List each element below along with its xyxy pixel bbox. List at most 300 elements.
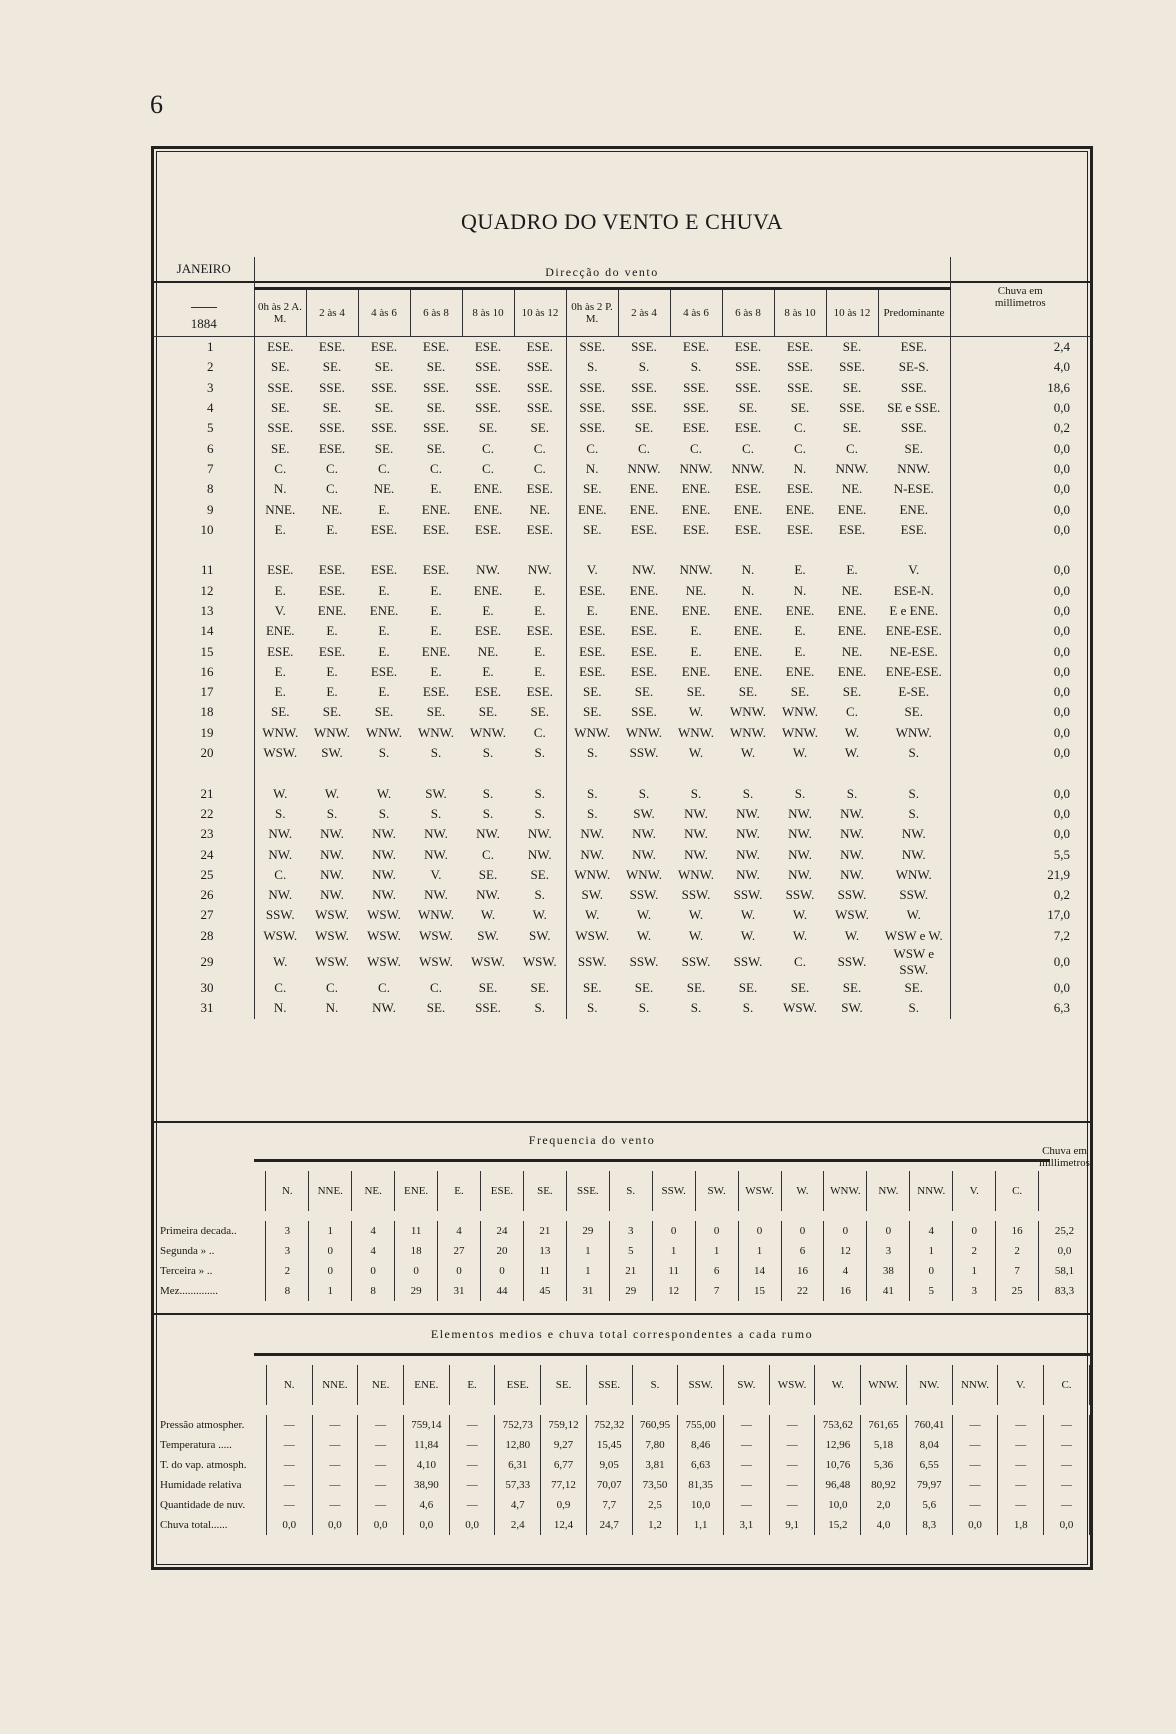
- day-cell: 27: [154, 905, 254, 925]
- direction-cell: SE.: [514, 418, 566, 438]
- direction-cell: ENE.: [629, 603, 659, 618]
- day-cell: 25: [154, 865, 254, 885]
- header-row: [154, 257, 1090, 289]
- value-cell: 21: [523, 1221, 566, 1241]
- value-cell: 3: [953, 1281, 996, 1301]
- direction-cell: C.: [742, 440, 754, 456]
- direction-cell: E.: [690, 643, 702, 659]
- rain-cell: 17,0: [1047, 907, 1070, 923]
- value-cell: 0: [480, 1261, 523, 1281]
- spacer-cell: [358, 763, 410, 783]
- rain-cell: 0,0: [1053, 460, 1070, 476]
- spacer-cell: [878, 763, 950, 783]
- value-cell: 759,12: [541, 1415, 587, 1435]
- direction-cell: C.: [514, 438, 566, 458]
- page-title: QUADRO DO VENTO E CHUVA: [461, 209, 783, 234]
- value-cell: 1: [695, 1241, 738, 1261]
- value-cell: 1,8: [998, 1515, 1044, 1535]
- direction-cell: E.: [794, 623, 806, 639]
- value-cell: 5,6: [906, 1495, 952, 1515]
- direction-cell: NW.: [476, 826, 500, 842]
- direction-cell: WNW.: [678, 724, 714, 740]
- direction-header: NE.: [358, 1365, 404, 1405]
- direction-cell: C.: [326, 980, 338, 996]
- direction-cell: ESE.: [514, 520, 566, 540]
- direction-cell: WSW.: [575, 927, 610, 943]
- direction-cell: SE.: [426, 440, 446, 456]
- value-cell: 752,32: [586, 1415, 632, 1435]
- value-cell: 2,5: [632, 1495, 678, 1515]
- direction-cell: NE.: [477, 643, 499, 659]
- value-cell: —: [449, 1495, 495, 1515]
- direction-cell: NW.: [684, 805, 708, 821]
- value-cell: 760,95: [632, 1415, 678, 1435]
- direction-cell: C.: [378, 460, 390, 476]
- direction-cell: SE.: [634, 684, 654, 700]
- hour-header: 4 às 6: [670, 289, 722, 337]
- value-cell: —: [266, 1455, 312, 1475]
- direction-cell: W.: [585, 907, 600, 923]
- table-row: [154, 723, 1090, 743]
- direction-cell: SSE.: [735, 379, 761, 395]
- direction-cell: SSE.: [371, 379, 397, 395]
- value-cell: 14: [738, 1261, 781, 1281]
- direction-cell: SSE.: [475, 379, 501, 395]
- direction-cell: WSW.: [315, 907, 349, 923]
- value-cell: —: [312, 1475, 358, 1495]
- rain-cell: 0,0: [1053, 805, 1070, 821]
- value-cell: 7: [996, 1261, 1039, 1281]
- value-cell: 3: [609, 1221, 652, 1241]
- direction-cell: ENE.: [785, 663, 815, 679]
- table-frame: [151, 146, 1093, 1570]
- value-cell: 3,1: [724, 1515, 770, 1535]
- value-cell: —: [358, 1455, 404, 1475]
- value-cell: 4: [352, 1241, 395, 1261]
- spacer-cell: [566, 540, 618, 560]
- year-label: 1884: [191, 307, 217, 332]
- direction-cell: NW.: [424, 826, 448, 842]
- day-cell: 15: [154, 641, 254, 661]
- spacer-cell: [254, 763, 306, 783]
- direction-cell: ESE.: [267, 339, 294, 355]
- spacer-cell: [462, 540, 514, 560]
- direction-cell: SW.: [581, 887, 604, 903]
- direction-group-header: Direcção do vento: [254, 257, 950, 289]
- direction-cell: S.: [482, 785, 494, 801]
- direction-cell: SE.: [738, 684, 758, 700]
- value-cell: 12,80: [495, 1435, 541, 1455]
- value-cell: 13: [523, 1241, 566, 1261]
- predominant-header: Predominante: [878, 289, 950, 337]
- direction-header: V.: [998, 1365, 1044, 1405]
- day-cell: 20: [154, 743, 254, 763]
- direction-cell: NW.: [268, 887, 293, 903]
- direction-cell: ESE.: [734, 481, 762, 497]
- value-cell: 0,0: [358, 1515, 404, 1535]
- direction-cell: WNW.: [782, 704, 818, 720]
- value-cell: —: [1044, 1415, 1090, 1435]
- value-cell: —: [449, 1475, 495, 1495]
- direction-cell: W.: [844, 724, 860, 740]
- value-cell: 45: [523, 1281, 566, 1301]
- value-cell: 6: [695, 1261, 738, 1281]
- direction-cell: ESE.: [514, 337, 566, 358]
- direction-cell: E.: [514, 662, 566, 682]
- direction-cell: ESE.: [579, 623, 606, 639]
- direction-cell: NW.: [424, 846, 448, 862]
- value-cell: 15,45: [586, 1435, 632, 1455]
- direction-cell: SSW.: [629, 745, 659, 761]
- direction-cell: NE.: [841, 643, 863, 659]
- direction-cell: NNE.: [265, 501, 296, 517]
- direction-cell: E.: [794, 643, 806, 659]
- value-cell: 15: [738, 1281, 781, 1301]
- direction-header: WSW.: [738, 1171, 781, 1211]
- direction-cell: NW.: [372, 866, 396, 882]
- rain-cell: 83,3: [1054, 1285, 1075, 1297]
- day-cell: 16: [154, 662, 254, 682]
- value-cell: 0: [867, 1221, 910, 1241]
- table-row: [154, 560, 1090, 580]
- value-cell: —: [952, 1455, 998, 1475]
- direction-header: S.: [609, 1171, 652, 1211]
- value-cell: —: [358, 1435, 404, 1455]
- table-row: [154, 743, 1090, 763]
- table-row: [154, 905, 1090, 925]
- direction-cell: C.: [274, 866, 287, 882]
- direction-cell: ESE.: [514, 682, 566, 702]
- rain-header: Chuva em millimetros: [950, 257, 1090, 337]
- day-cell: 4: [154, 398, 254, 418]
- value-cell: 2: [266, 1261, 309, 1281]
- rain-cell: 0,0: [1053, 826, 1070, 842]
- direction-cell: C.: [482, 440, 494, 456]
- value-cell: 38,90: [403, 1475, 449, 1495]
- direction-cell: C.: [482, 460, 494, 476]
- table-row: [154, 998, 1090, 1018]
- direction-cell: SE.: [842, 684, 862, 700]
- hour-header: 2 às 4: [306, 289, 358, 337]
- direction-cell: C.: [690, 440, 702, 456]
- table-row: [154, 978, 1090, 998]
- table-row: [154, 1495, 1090, 1515]
- direction-cell: ENE.: [265, 623, 295, 639]
- value-cell: 0: [395, 1261, 438, 1281]
- direction-cell: ESE.: [734, 339, 762, 355]
- value-cell: 12: [824, 1241, 867, 1261]
- value-cell: 7,7: [586, 1495, 632, 1515]
- direction-cell: W.: [844, 745, 860, 761]
- direction-cell: E.: [378, 501, 390, 517]
- direction-cell: ESE.: [682, 521, 710, 537]
- direction-cell: C.: [430, 460, 442, 476]
- rain-cell: 0,0: [1053, 562, 1070, 578]
- direction-cell: E.: [482, 663, 494, 679]
- value-cell: 5: [609, 1241, 652, 1261]
- day-cell: 23: [154, 824, 254, 844]
- rain-cell: 0,0: [1053, 521, 1070, 537]
- direction-cell: SSE.: [579, 400, 606, 416]
- direction-header: NNE.: [309, 1171, 352, 1211]
- spacer-row: [154, 1211, 1090, 1221]
- rain-header: Chuva em millimetros: [1039, 1145, 1090, 1169]
- value-cell: 5: [910, 1281, 953, 1301]
- direction-cell: NNW.: [731, 460, 765, 476]
- direction-cell: E.: [274, 582, 286, 598]
- direction-cell: ESE.: [682, 339, 710, 355]
- direction-cell: E.: [430, 603, 442, 618]
- direction-cell: E.: [514, 581, 566, 601]
- rain-cell: 0,0: [1053, 953, 1070, 969]
- direction-cell: NW.: [476, 887, 500, 903]
- spacer-cell: [774, 763, 826, 783]
- direction-cell: SE.: [478, 704, 498, 720]
- direction-cell: N.: [793, 460, 807, 476]
- row-label: Terceira » ..: [154, 1261, 266, 1281]
- value-cell: 18: [395, 1241, 438, 1261]
- predominant-cell: N-ESE.: [878, 479, 950, 499]
- value-cell: 2: [996, 1241, 1039, 1261]
- direction-cell: SSW.: [837, 887, 867, 903]
- value-cell: 4: [438, 1221, 481, 1241]
- predominant-cell: SSE.: [878, 418, 950, 438]
- direction-cell: SE.: [426, 400, 446, 416]
- value-cell: —: [266, 1415, 312, 1435]
- row-label: T. do vap. atmosph.: [154, 1455, 266, 1475]
- direction-cell: NW.: [788, 846, 812, 862]
- direction-cell: ESE.: [422, 521, 450, 537]
- rain-cell: 0,0: [1053, 684, 1070, 700]
- direction-cell: C.: [586, 440, 599, 456]
- direction-cell: C.: [638, 440, 650, 456]
- value-cell: 1: [309, 1281, 352, 1301]
- day-cell: 2: [154, 357, 254, 377]
- direction-cell: WNW.: [366, 724, 402, 740]
- value-cell: 1: [738, 1241, 781, 1261]
- direction-cell: SSW.: [681, 953, 711, 969]
- value-cell: 0,0: [403, 1515, 449, 1535]
- direction-cell: SW.: [425, 785, 447, 801]
- direction-cell: ENE.: [681, 663, 711, 679]
- direction-cell: WSW.: [514, 946, 566, 978]
- direction-cell: WNW.: [470, 724, 506, 740]
- rain-cell: 4,0: [1053, 359, 1070, 375]
- direction-cell: ENE.: [473, 481, 503, 497]
- direction-cell: ENE.: [733, 501, 763, 517]
- value-cell: 760,41: [906, 1415, 952, 1435]
- value-cell: 7: [695, 1281, 738, 1301]
- direction-cell: SE.: [374, 440, 394, 456]
- direction-header: ESE.: [480, 1171, 523, 1211]
- value-cell: 57,33: [495, 1475, 541, 1495]
- table-row: [154, 1435, 1090, 1455]
- value-cell: 31: [566, 1281, 609, 1301]
- predominant-cell: S.: [878, 743, 950, 763]
- direction-cell: SSE.: [839, 359, 865, 375]
- direction-cell: W.: [688, 907, 704, 923]
- spacer-cell: [618, 763, 670, 783]
- direction-cell: SSW.: [629, 953, 659, 969]
- value-cell: 0: [309, 1241, 352, 1261]
- value-cell: 0: [910, 1261, 953, 1281]
- predominant-cell: SSE.: [878, 378, 950, 398]
- direction-cell: NE.: [685, 582, 707, 598]
- rain-cell: 18,6: [1047, 379, 1070, 395]
- direction-cell: ESE.: [734, 521, 762, 537]
- predominant-cell: ESE-N.: [878, 581, 950, 601]
- day-cell: 14: [154, 621, 254, 641]
- direction-cell: W.: [792, 907, 808, 923]
- day-cell: 24: [154, 844, 254, 864]
- value-cell: 8: [266, 1281, 309, 1301]
- direction-header: SW.: [724, 1365, 770, 1405]
- hour-header: 4 às 6: [358, 289, 410, 337]
- direction-cell: WNW.: [262, 724, 299, 740]
- direction-cell: W.: [636, 907, 652, 923]
- direction-cell: SE.: [634, 980, 654, 996]
- direction-cell: NW.: [736, 805, 760, 821]
- direction-cell: ENE.: [837, 501, 867, 517]
- direction-cell: SSE.: [319, 420, 345, 436]
- direction-cell: WSW.: [419, 953, 453, 969]
- direction-cell: ESE.: [630, 663, 658, 679]
- direction-cell: SE.: [426, 704, 446, 720]
- month-header: [154, 257, 254, 337]
- direction-cell: NW.: [632, 826, 656, 842]
- predominant-cell: NW.: [878, 824, 950, 844]
- value-cell: 8: [352, 1281, 395, 1301]
- day-cell: 7: [154, 459, 254, 479]
- table-row: [154, 398, 1090, 418]
- rain-cell: 0,0: [1053, 980, 1070, 996]
- direction-cell: NW.: [840, 846, 864, 862]
- direction-header: C.: [996, 1171, 1039, 1211]
- section-rule: [254, 1159, 1050, 1162]
- direction-cell: SE.: [634, 420, 654, 436]
- day-cell: 10: [154, 520, 254, 540]
- value-cell: 759,14: [403, 1415, 449, 1435]
- direction-cell: NNW.: [679, 460, 713, 476]
- value-cell: 0: [695, 1221, 738, 1241]
- row-label: Chuva total......: [154, 1515, 266, 1535]
- spacer-row: [154, 763, 1090, 783]
- direction-header: ESE.: [495, 1365, 541, 1405]
- direction-cell: SSE.: [631, 339, 657, 355]
- value-cell: 79,97: [906, 1475, 952, 1495]
- direction-cell: ESE.: [318, 440, 346, 456]
- value-cell: 0,0: [1044, 1515, 1090, 1535]
- direction-cell: W.: [792, 745, 808, 761]
- direction-cell: SSE.: [631, 704, 657, 720]
- hour-header: 10 às 12: [826, 289, 878, 337]
- value-cell: —: [1044, 1475, 1090, 1495]
- value-cell: 31: [438, 1281, 481, 1301]
- direction-cell: SE.: [583, 704, 602, 720]
- direction-cell: N.: [793, 582, 807, 598]
- direction-cell: SSE.: [514, 398, 566, 418]
- direction-header: V.: [953, 1171, 996, 1211]
- predominant-cell: WSW e W.: [878, 926, 950, 946]
- direction-cell: WSW.: [367, 927, 401, 943]
- rain-cell: 6,3: [1053, 1000, 1070, 1016]
- direction-cell: ENE.: [785, 501, 815, 517]
- direction-cell: SE.: [271, 440, 290, 456]
- spacer-cell: [950, 540, 1090, 560]
- direction-cell: WNW.: [574, 866, 611, 882]
- direction-cell: ESE.: [318, 562, 346, 578]
- direction-cell: SE.: [271, 704, 290, 720]
- direction-cell: NE.: [514, 499, 566, 519]
- direction-cell: C.: [274, 980, 287, 996]
- day-cell: 29: [154, 946, 254, 978]
- direction-cell: SE.: [686, 980, 706, 996]
- direction-cell: NNW.: [627, 460, 661, 476]
- value-cell: 25: [996, 1281, 1039, 1301]
- direction-cell: SSE.: [579, 379, 606, 395]
- direction-cell: SSE.: [514, 378, 566, 398]
- direction-cell: ESE.: [267, 562, 294, 578]
- direction-cell: S.: [514, 885, 566, 905]
- table-row: [154, 601, 1090, 621]
- direction-cell: C.: [482, 846, 494, 862]
- direction-cell: ENE.: [577, 501, 607, 517]
- direction-cell: SW.: [841, 1000, 863, 1016]
- direction-cell: ESE.: [370, 339, 398, 355]
- day-cell: 13: [154, 601, 254, 621]
- value-cell: 3,81: [632, 1455, 678, 1475]
- direction-cell: SW.: [514, 926, 566, 946]
- direction-cell: S.: [514, 743, 566, 763]
- direction-cell: C.: [514, 459, 566, 479]
- direction-cell: SSE.: [475, 359, 501, 375]
- direction-cell: S.: [587, 785, 598, 801]
- rain-cell: 58,1: [1054, 1265, 1075, 1277]
- direction-cell: C.: [846, 440, 858, 456]
- predominant-cell: E-SE.: [878, 682, 950, 702]
- direction-cell: C.: [794, 420, 806, 436]
- direction-cell: ESE.: [318, 339, 346, 355]
- direction-cell: NW.: [840, 866, 864, 882]
- divider: [154, 1121, 1090, 1123]
- direction-cell: ESE.: [579, 582, 606, 598]
- direction-cell: WSW.: [419, 927, 453, 943]
- direction-cell: SE.: [842, 420, 862, 436]
- direction-cell: NW.: [632, 846, 656, 862]
- value-cell: —: [769, 1455, 815, 1475]
- direction-cell: N.: [273, 1000, 287, 1016]
- hour-header: 6 às 8: [722, 289, 774, 337]
- direction-cell: E.: [274, 663, 286, 679]
- value-cell: 8,46: [678, 1435, 724, 1455]
- direction-cell: WSW.: [835, 907, 869, 923]
- direction-cell: V.: [274, 603, 286, 618]
- direction-cell: ESE.: [838, 521, 866, 537]
- direction-cell: N.: [741, 562, 755, 578]
- direction-cell: E.: [430, 623, 442, 639]
- value-cell: 1: [309, 1221, 352, 1241]
- direction-cell: ESE.: [734, 420, 762, 436]
- table-row: [154, 865, 1090, 885]
- direction-cell: ENE.: [837, 603, 867, 618]
- value-cell: 29: [609, 1281, 652, 1301]
- direction-cell: ESE.: [514, 479, 566, 499]
- value-cell: 4: [352, 1221, 395, 1241]
- direction-cell: ENE.: [733, 623, 763, 639]
- direction-cell: SE.: [322, 400, 342, 416]
- spacer-row: [154, 1405, 1090, 1415]
- direction-cell: N.: [325, 1000, 339, 1016]
